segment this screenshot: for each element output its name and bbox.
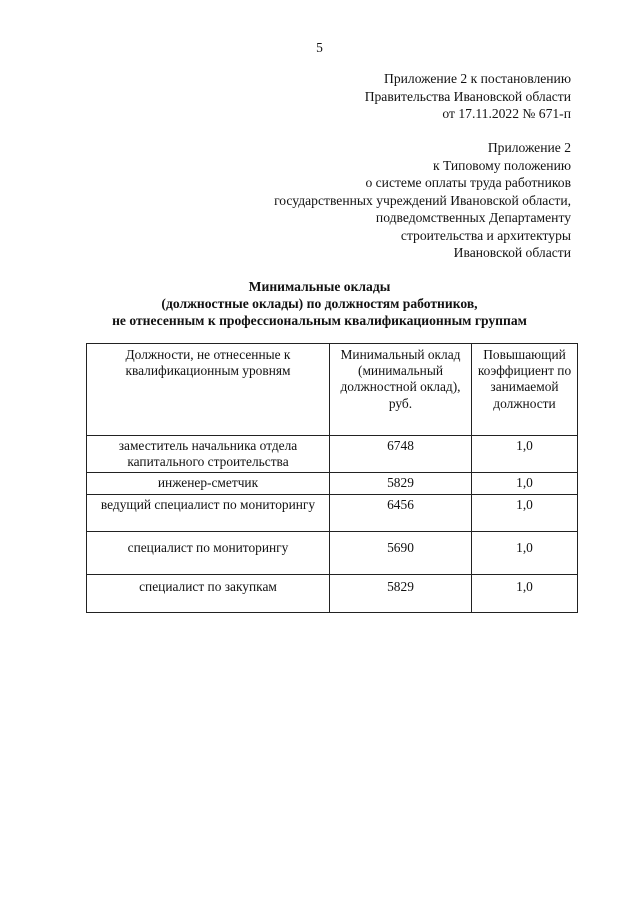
title-line: не отнесенным к профессиональным квалификационным группам bbox=[112, 313, 527, 328]
annex-regulation-reference bbox=[274, 139, 571, 262]
annex-regulation-line: государственных учреждений Ивановской области, bbox=[274, 192, 571, 208]
header-position: Должности, не отнесенные к квалификационным уровням bbox=[87, 344, 330, 436]
salary-table bbox=[86, 343, 578, 613]
page-number: 5 bbox=[316, 40, 323, 55]
cell-coefficient: 1,0 bbox=[472, 494, 578, 531]
table-row bbox=[87, 574, 578, 612]
table-row bbox=[87, 436, 578, 473]
cell-min-salary: 6456 bbox=[330, 494, 472, 531]
table-row bbox=[87, 473, 578, 494]
cell-coefficient: 1,0 bbox=[472, 473, 578, 494]
cell-coefficient: 1,0 bbox=[472, 531, 578, 574]
title-line: Минимальные оклады bbox=[248, 279, 391, 294]
cell-position: заместитель начальника отдела капитального строительства bbox=[87, 436, 330, 473]
cell-position: специалист по мониторингу bbox=[87, 531, 330, 574]
cell-min-salary: 5829 bbox=[330, 574, 472, 612]
title-line: (должностные оклады) по должностям работников, bbox=[161, 296, 478, 311]
table-header-row bbox=[87, 344, 578, 436]
annex-resolution-line: от 17.11.2022 № 671-п bbox=[442, 106, 571, 121]
cell-coefficient: 1,0 bbox=[472, 436, 578, 473]
annex-regulation-line: Приложение 2 bbox=[487, 140, 571, 155]
cell-coefficient: 1,0 bbox=[472, 574, 578, 612]
cell-position: специалист по закупкам bbox=[87, 574, 330, 612]
cell-min-salary: 6748 bbox=[330, 436, 472, 473]
annex-regulation-line: к Типовому положению bbox=[432, 157, 571, 173]
table-row bbox=[87, 531, 578, 574]
annex-regulation-line: строительства и архитектуры bbox=[400, 227, 571, 243]
annex-resolution-line: Приложение 2 к постановлению bbox=[384, 71, 571, 86]
cell-position: ведущий специалист по мониторингу bbox=[87, 494, 330, 531]
cell-min-salary: 5690 bbox=[330, 531, 472, 574]
cell-min-salary: 5829 bbox=[330, 473, 472, 494]
document-title bbox=[0, 278, 639, 329]
header-coefficient: Повышающий коэффициент по занимаемой должности bbox=[472, 344, 578, 436]
annex-resolution-line: Правительства Ивановской области bbox=[364, 88, 571, 104]
annex-resolution-reference bbox=[365, 70, 571, 123]
cell-position: инженер-сметчик bbox=[87, 473, 330, 494]
annex-regulation-line: о системе оплаты труда работников bbox=[365, 175, 571, 190]
header-min-salary: Минимальный оклад (минимальный должностной оклад), руб. bbox=[330, 344, 472, 436]
annex-regulation-line: подведомственных Департаменту bbox=[375, 210, 571, 225]
table-row bbox=[87, 494, 578, 531]
annex-regulation-line: Ивановской области bbox=[453, 245, 571, 260]
